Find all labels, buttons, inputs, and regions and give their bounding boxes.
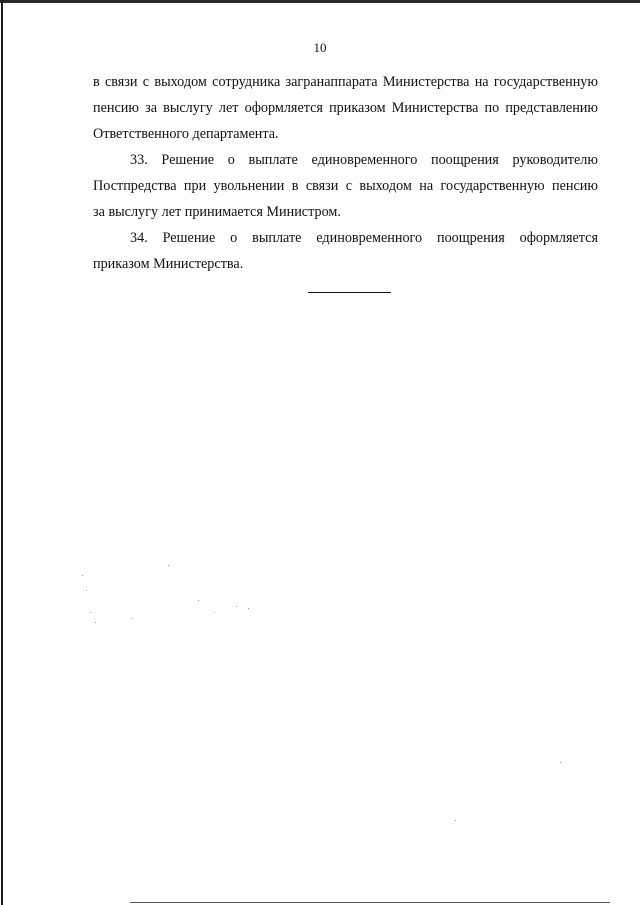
paragraph-line: за выслугу лет принимается Министром.	[93, 204, 341, 220]
scan-speck	[131, 618, 132, 619]
scan-speck	[455, 820, 456, 821]
scan-speck	[90, 612, 91, 613]
page-number: 10	[313, 40, 327, 55]
scan-edge-top	[0, 0, 640, 3]
end-of-document-rule	[308, 292, 391, 293]
scan-speck	[82, 575, 83, 576]
paragraph-line: Ответственного департамента.	[93, 126, 279, 142]
paragraph-line: в связи с выходом сотрудника загранаппарата Министерства на государственную	[93, 74, 598, 90]
scan-speck	[86, 590, 87, 591]
scan-speck	[168, 565, 169, 566]
scan-speck	[198, 600, 199, 601]
paragraph-line: 33. Решение о выплате единовременного поощрения руководителю	[130, 152, 598, 168]
scan-speck	[214, 612, 215, 613]
paragraph-continuation	[93, 69, 598, 147]
paragraph-line: приказом Министерства.	[93, 256, 244, 272]
paragraph-line: пенсию за выслугу лет оформляется приказом Министерства по представлению	[93, 100, 598, 116]
scan-edge-left	[1, 0, 3, 905]
paragraph-line: 34. Решение о выплате единовременного поощрения оформляется	[130, 230, 598, 246]
scan-speck	[236, 606, 237, 607]
scan-speck	[560, 762, 561, 763]
paragraph-34	[93, 225, 598, 277]
scan-edge-bottom	[130, 902, 610, 903]
scan-speck	[248, 608, 249, 609]
paragraph-33	[93, 147, 598, 225]
paragraph-line: Постпредства при увольнении в связи с выходом на государственную пенсию	[93, 178, 598, 194]
scan-speck	[95, 622, 96, 623]
